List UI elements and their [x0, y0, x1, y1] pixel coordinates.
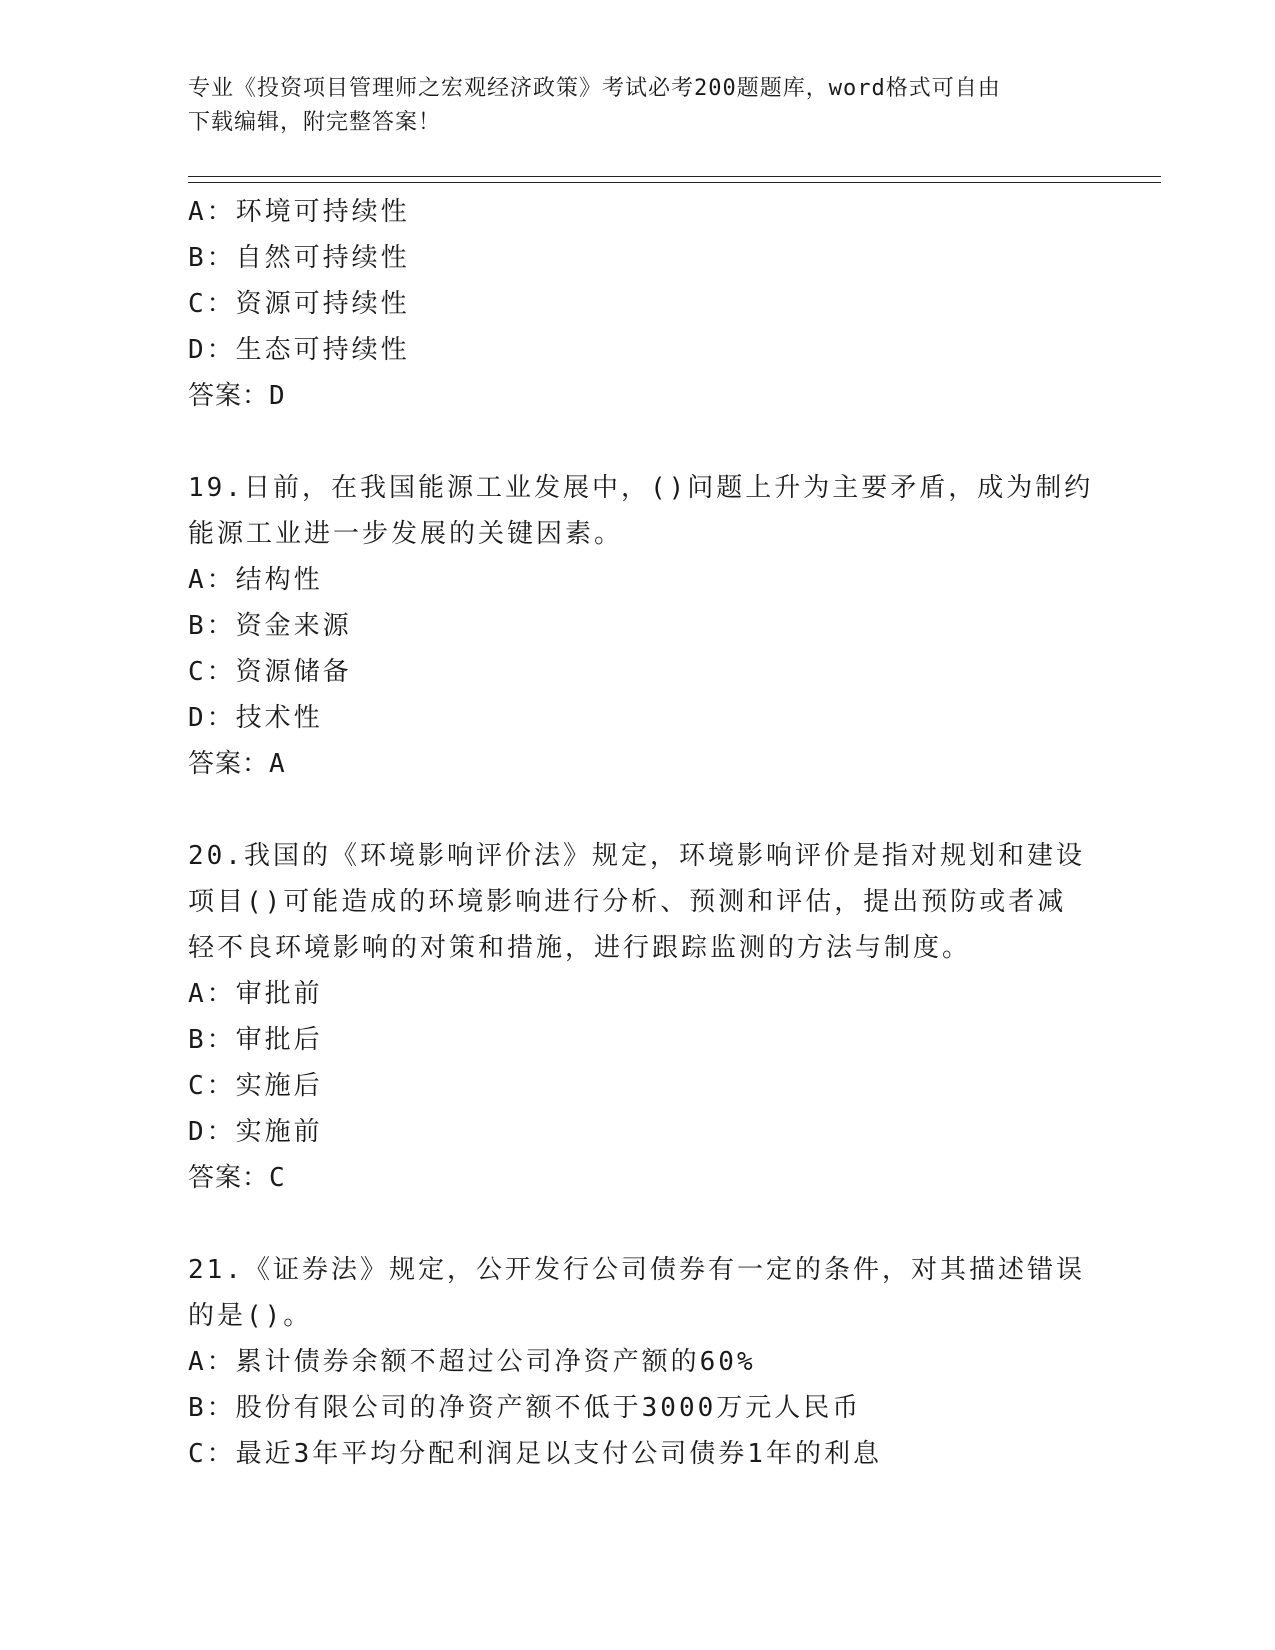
document-header — [188, 72, 1088, 140]
question-text: 轻不良环境影响的对策和措施，进行跟踪监测的方法与制度。 — [188, 933, 972, 963]
question-text: 20.我国的《环境影响评价法》规定，环境影响评价是指对规划和建设 — [188, 841, 1085, 871]
question-list — [188, 189, 1094, 1477]
option-b: B：自然可持续性 — [188, 243, 410, 273]
question-text: 19.日前，在我国能源工业发展中，()问题上升为主要矛盾，成为制约 — [188, 473, 1094, 503]
question-text: 21.《证券法》规定，公开发行公司债券有一定的条件，对其描述错误 — [188, 1255, 1085, 1285]
option-c: C：资源可持续性 — [188, 289, 410, 319]
question-text: 的是()。 — [188, 1301, 313, 1331]
header-line-2: 下载编辑，附完整答案！ — [188, 110, 442, 135]
answer: 答案：C — [188, 1163, 286, 1193]
option-b: B：审批后 — [188, 1025, 323, 1055]
answer: 答案：D — [188, 381, 286, 411]
option-a: A：累计债券余额不超过公司净资产额的60% — [188, 1347, 756, 1377]
header-divider-bottom — [188, 182, 1161, 183]
option-b: B：股份有限公司的净资产额不低于3000万元人民币 — [188, 1393, 862, 1423]
option-c: C：资源储备 — [188, 657, 352, 687]
question-20 — [188, 833, 1088, 1201]
option-a: A：审批前 — [188, 979, 323, 1009]
question-18-continued — [188, 189, 1088, 419]
answer: 答案：A — [188, 749, 286, 779]
option-c: C：最近3年平均分配利润足以支付公司债券1年的利息 — [188, 1439, 882, 1469]
option-b: B：资金来源 — [188, 611, 352, 641]
option-d: D：生态可持续性 — [188, 335, 410, 365]
question-19 — [188, 465, 1094, 787]
question-text: 项目()可能造成的环境影响进行分析、预测和评估，提出预防或者减 — [188, 887, 1067, 917]
option-c: C：实施后 — [188, 1071, 323, 1101]
header-line-1: 专业《投资项目管理师之宏观经济政策》考试必考200题题库，word格式可自由 — [188, 76, 1001, 101]
option-d: D：实施前 — [188, 1117, 323, 1147]
option-d: D：技术性 — [188, 703, 323, 733]
option-a: A：环境可持续性 — [188, 197, 410, 227]
question-21 — [188, 1247, 1088, 1477]
option-a: A：结构性 — [188, 565, 323, 595]
header-divider-top — [188, 176, 1161, 177]
question-text: 能源工业进一步发展的关键因素。 — [188, 519, 624, 549]
